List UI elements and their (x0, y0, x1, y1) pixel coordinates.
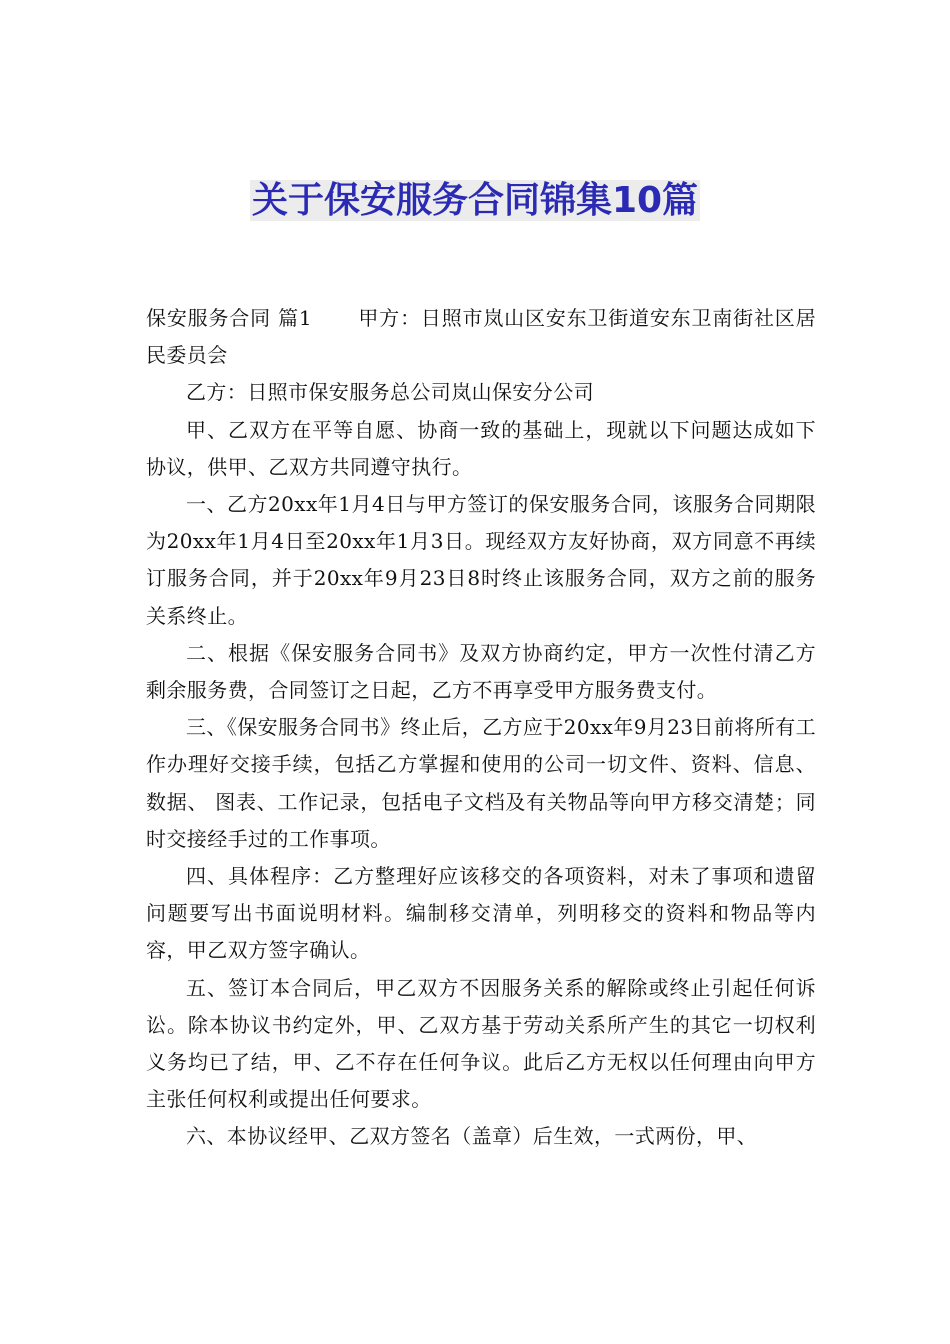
paragraph-preamble: 甲、乙双方在平等自愿、协商一致的基础上，现就以下问题达成如下协议，供甲、乙双方共同遵守执行。 (146, 417, 816, 479)
paragraph-clause-4: 四、具体程序：乙方整理好应该移交的各项资料，对未了事项和遗留问题要写出书面说明材料。编制移交清单，列明移交的资料和物品等内容，甲乙双方签字确认。 (146, 864, 816, 963)
section-heading: 保安服务合同 篇1 (146, 306, 313, 330)
document-title (0, 176, 950, 226)
paragraph-clause-2: 二、根据《保安服务合同书》及双方协商约定，甲方一次性付清乙方剩余服务费，合同签订之日起，乙方不再享受甲方服务费支付。 (146, 640, 816, 703)
paragraph-clause-6: 六、本协议经甲、乙双方签名（盖章）后生效，一式两份，甲、 (186, 1124, 758, 1149)
paragraph-clause-3: 三、《保安服务合同书》终止后，乙方应于20xx年9月23日前将所有工作办理好交接手续，包括乙方掌握和使用的公司一切文件、资料、信息、数据、 图表、工作记录，包括电子文档及有关物品等向甲方移交清楚；同时交接经手过的工作事项。 (146, 715, 816, 851)
paragraph-party-a (146, 300, 816, 374)
document-title-text: 关于保安服务合同锦集10篇 (251, 180, 699, 221)
paragraph-clause-5: 五、签订本合同后，甲乙双方不因服务关系的解除或终止引起任何诉讼。除本协议书约定外，甲、乙双方基于劳动关系所产生的其它一切权利义务均已了结，甲、乙不存在任何争议。此后乙方无权以任何理由向甲方主张任何权利或提出任何要求。 (146, 975, 816, 1112)
paragraph-clause-1: 一、乙方20xx年1月4日与甲方签订的保安服务合同，该服务合同期限为20xx年1月4日至20xx年1月3日。现经双方友好协商，双方同意不再续订服务合同，并于20xx年9月23日8时终止该服务合同，双方之前的服务关系终止。 (146, 492, 816, 628)
paragraph-party-b: 乙方：日照市保安服务总公司岚山保安分公司 (186, 380, 594, 405)
party-a-text: 甲方：日照市岚山区安东卫街道安东卫南街社区居民委员会 (146, 306, 816, 368)
document-body (146, 300, 816, 1156)
